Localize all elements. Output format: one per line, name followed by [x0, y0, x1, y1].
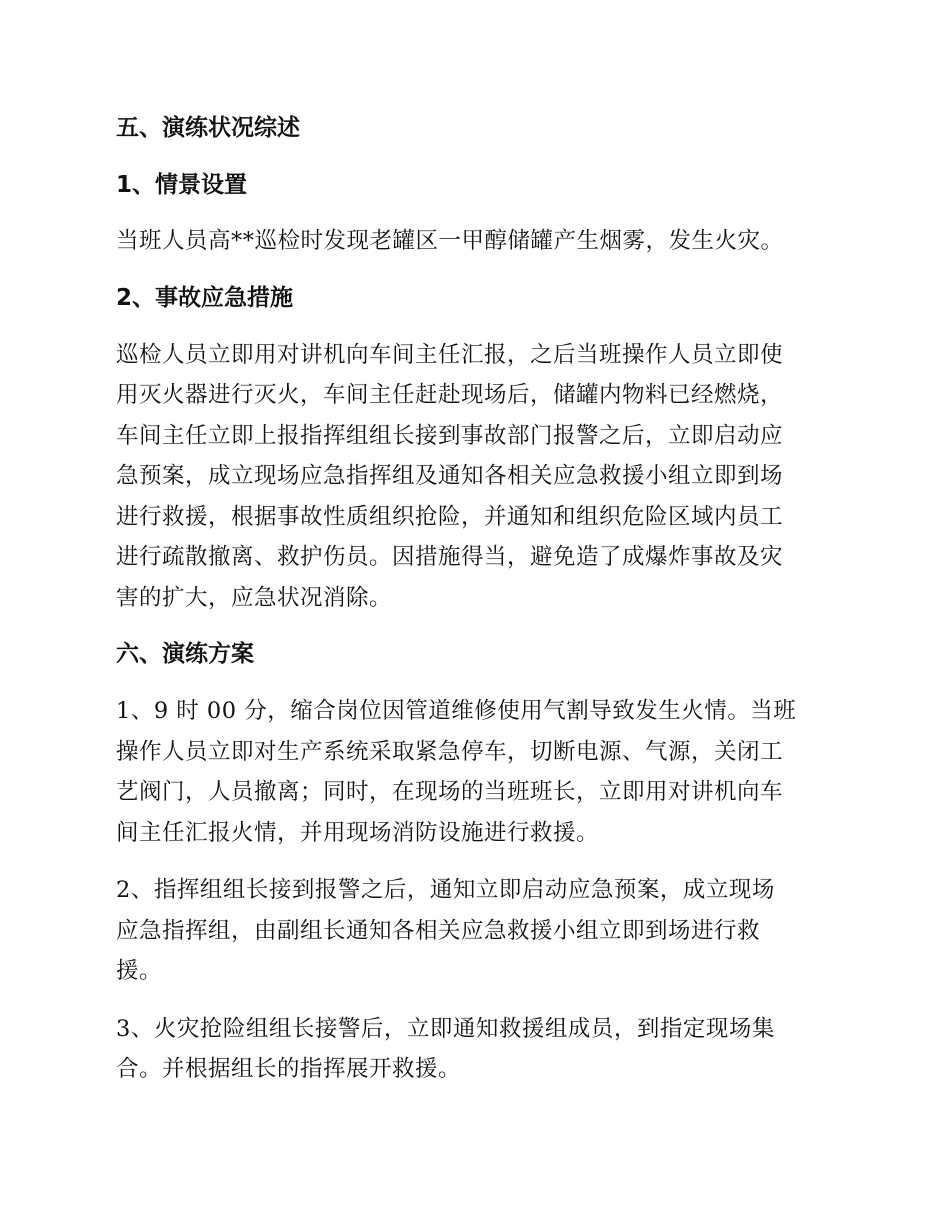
section-six-heading: 六、演练方案 — [116, 641, 254, 667]
paragraph-line: 间主任汇报火情，并用现场消防设施进行救援。 — [116, 819, 600, 846]
scenario-paragraph — [116, 221, 836, 262]
document-page — [116, 108, 836, 1090]
paragraph-line: 合。并根据组长的指挥展开救援。 — [116, 1056, 462, 1082]
paragraph-line: 进行救援，根据事故性质组织抢险，并通知和组织危险区域内员工 — [116, 503, 784, 530]
plan-item-2-paragraph — [116, 870, 836, 992]
subsection-scenario-heading: 1、情景设置 — [116, 172, 248, 198]
section-five-heading: 五、演练状况综述 — [116, 115, 300, 141]
paragraph-line: 车间主任立即上报指挥组组长接到事故部门报警之后，立即启动应 — [116, 422, 784, 449]
paragraph-line: 援。 — [116, 958, 163, 984]
paragraph-line: 1、9 时 00 分，缩合岗位因管道维修使用气割导致发生火情。当班 — [116, 698, 797, 724]
paragraph-line: 用灭火器进行灭火，车间主任赶赴现场后，储罐内物料已经燃烧， — [116, 382, 784, 408]
plan-item-1-paragraph — [116, 691, 836, 853]
paragraph-line: 进行疏散撤离、救护伤员。因措施得当，避免造了成爆炸事故及灾 — [116, 544, 784, 570]
paragraph-line: 操作人员立即对生产系统采取紧急停车，切断电源、气源，关闭工 — [116, 738, 784, 765]
paragraph-line: 巡检人员立即用对讲机向车间主任汇报，之后当班操作人员立即使 — [116, 341, 784, 368]
paragraph-line: 害的扩大，应急状况消除。 — [116, 584, 393, 611]
subsection-emergency-measures-heading: 2、事故应急措施 — [116, 284, 294, 311]
paragraph-line: 应急指挥组，由副组长通知各相关应急救援小组立即到场进行救 — [116, 917, 761, 944]
paragraph-line: 3、火灾抢险组组长接警后，立即通知救援组成员，到指定现场集 — [116, 1015, 775, 1042]
emergency-measures-paragraph — [116, 335, 836, 619]
plan-item-3-paragraph — [116, 1009, 836, 1090]
paragraph-line: 当班人员高**巡检时发现老罐区一甲醇储罐产生烟雾，发生火灾。 — [116, 228, 784, 254]
paragraph-line: 2、指挥组组长接到报警之后，通知立即启动应急预案，成立现场 — [116, 877, 775, 903]
paragraph-line: 急预案，成立现场应急指挥组及通知各相关应急救援小组立即到场 — [116, 463, 784, 489]
paragraph-line: 艺阀门，人员撤离；同时，在现场的当班班长，立即用对讲机向车 — [116, 779, 784, 805]
